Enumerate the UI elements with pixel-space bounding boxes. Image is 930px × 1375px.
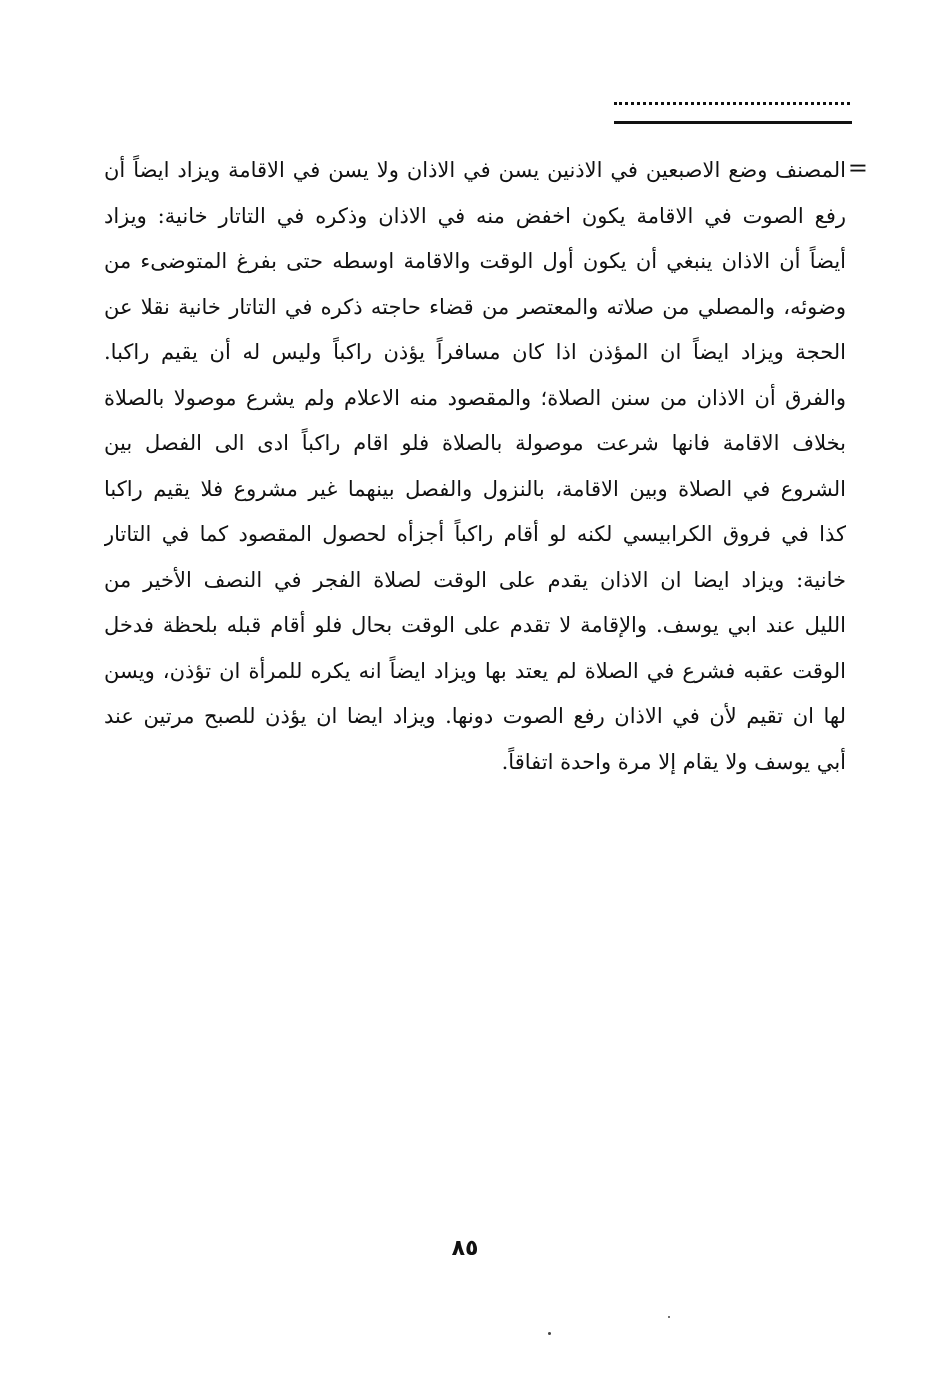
page-number: ٨٥ — [451, 1236, 479, 1261]
text-line: كذا في فروق الكرابيسي لكنه لو أقام راكباً أجزأه لحصول المقصود كما في التاتار — [104, 522, 846, 546]
text-line: خانية: ويزاد ايضا ان الاذان يقدم على الوقت لصلاة الفجر في النصف الأخير من — [104, 567, 846, 592]
footnote-continuation-mark: = — [847, 154, 868, 182]
text-line: وضوئه، والمصلي من صلاته والمعتصر من قضاء حاجته ذكره في التاتار خانية نقلا عن — [104, 294, 846, 319]
text-line: رفع الصوت في الاقامة يكون اخفض منه في الاذان وذكره في التاتار خانية: ويزاد — [104, 203, 846, 228]
text-line: الليل عند ابي يوسف. والإقامة لا تقدم على الوقت بحال فلو أقام قبله بلحظة فدخل — [104, 613, 846, 637]
text-line: أبي يوسف ولا يقام إلا مرة واحدة اتفاقاً. — [501, 749, 846, 774]
text-line: الشروع في الصلاة وبين الاقامة، بالنزول والفصل بينهما غير مشروع فلا يقيم راكبا — [104, 476, 846, 501]
text-line: والفرق أن الاذان من سنن الصلاة؛ والمقصود منه الاعلام ولم يشرع موصولا بالصلاة — [104, 385, 846, 410]
footnote-dotted-separator — [614, 88, 850, 105]
scan-speck — [548, 1332, 551, 1335]
text-line: لها ان تقيم لأن في الاذان رفع الصوت دونها. ويزاد ايضا ان يؤذن للصبح مرتين عند — [104, 704, 846, 728]
footnote-separator-rule — [614, 121, 852, 124]
scan-speck — [668, 1316, 670, 1318]
text-line: الحجة ويزاد ايضاً ان المؤذن اذا كان مسافراً يؤذن راكباً وليس له أن يقيم راكبا. — [104, 340, 846, 364]
text-line: الوقت عقبه فشرع في الصلاة لم يعتد بها ويزاد ايضاً انه يكره للمرأة ان تؤذن، ويسن — [104, 658, 846, 683]
text-line: بخلاف الاقامة فانها شرعت موصولة بالصلاة فلو اقام راكباً ادى الى الفصل بين — [104, 431, 846, 455]
text-line: المصنف وضع الاصبعين في الاذنين يسن في الاذان ولا يسن في الاقامة ويزاد ايضاً أن — [104, 158, 846, 182]
footnote-text — [104, 148, 846, 785]
text-line: أيضاً أن الاذان ينبغي أن يكون أول الوقت والاقامة اوسطه حتى بفرغ المتوضىء من — [104, 249, 846, 273]
